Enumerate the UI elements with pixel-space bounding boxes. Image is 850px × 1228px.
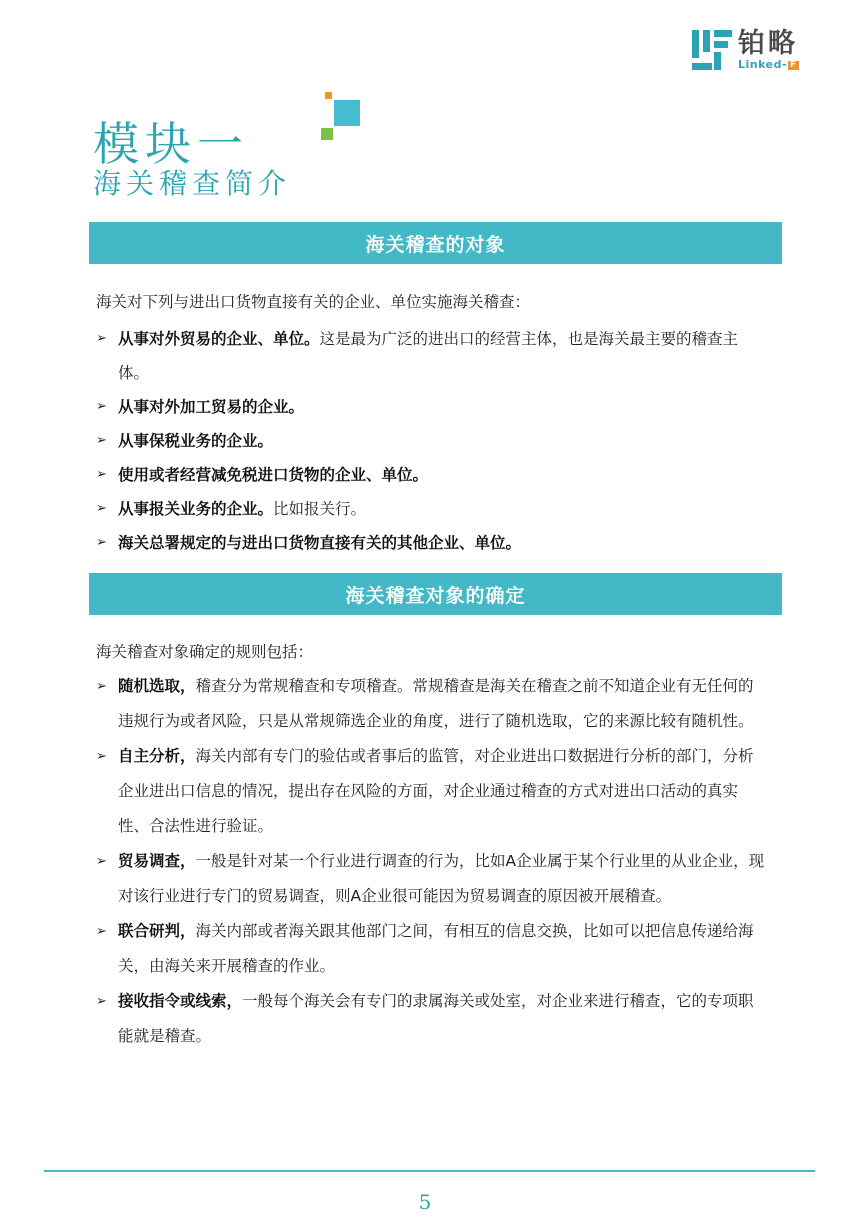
arrow-bullet-icon: ➢	[96, 535, 107, 550]
logo-chinese-name: 铂略	[738, 28, 798, 59]
arrow-bullet-icon: ➢	[96, 501, 107, 516]
module-subtitle: 海关稽查简介	[93, 167, 292, 200]
arrow-bullet-icon: ➢	[96, 924, 107, 939]
footer-divider	[44, 1170, 815, 1172]
arrow-bullet-icon: ➢	[96, 854, 107, 869]
list-item	[96, 914, 768, 984]
arrow-bullet-icon: ➢	[96, 399, 107, 414]
list-item	[96, 526, 768, 560]
list-item-text: 这是最为广泛的进出口的经营主体，也是海关最主要的稽查主体。	[118, 330, 739, 382]
list-item-heading: 从事对外贸易的企业、单位。	[118, 330, 320, 348]
list-item-heading: 自主分析，	[118, 747, 196, 765]
list-item	[96, 390, 768, 424]
decor-square-green	[321, 128, 333, 140]
list-item	[96, 424, 768, 458]
arrow-bullet-icon: ➢	[96, 467, 107, 482]
logo-english-box: F	[790, 59, 797, 70]
list-item-text: 比如报关行。	[273, 500, 367, 518]
section2-list	[96, 669, 768, 1054]
list-item	[96, 492, 768, 526]
section-header-audit-targets: 海关稽查的对象	[89, 222, 782, 264]
list-item-heading: 从事保税业务的企业。	[118, 432, 274, 450]
list-item-heading: 随机选取，	[118, 677, 196, 695]
decor-square-teal	[334, 100, 360, 126]
section1-intro: 海关对下列与进出口货物直接有关的企业、单位实施海关稽查：	[96, 293, 531, 311]
list-item-heading: 从事报关业务的企业。	[118, 500, 274, 518]
list-item	[96, 984, 768, 1054]
section-header-target-determination: 海关稽查对象的确定	[89, 573, 782, 615]
list-item-heading: 从事对外加工贸易的企业。	[118, 398, 305, 416]
list-item	[96, 739, 768, 844]
list-item-heading: 海关总署规定的与进出口货物直接有关的其他企业、单位。	[118, 534, 522, 552]
list-item-heading: 使用或者经营减免税进口货物的企业、单位。	[118, 466, 429, 484]
arrow-bullet-icon: ➢	[96, 433, 107, 448]
module-title: 模块一	[93, 117, 249, 171]
section1-list	[96, 322, 768, 560]
list-item-heading: 接收指令或线索，	[118, 992, 243, 1010]
logo-mark-icon	[692, 30, 732, 70]
logo-english-name: Linked- F	[738, 58, 797, 71]
list-item-text: 一般每个海关会有专门的隶属海关或处室，对企业来进行稽查，它的专项职能就是稽查。	[118, 992, 754, 1045]
list-item	[96, 844, 768, 914]
arrow-bullet-icon: ➢	[96, 331, 107, 346]
decor-square-orange	[325, 92, 332, 99]
page-number: 5	[418, 1190, 432, 1214]
list-item	[96, 322, 768, 390]
arrow-bullet-icon: ➢	[96, 679, 107, 694]
arrow-bullet-icon: ➢	[96, 994, 107, 1009]
list-item	[96, 458, 768, 492]
brand-logo	[692, 30, 799, 70]
arrow-bullet-icon: ➢	[96, 749, 107, 764]
list-item	[96, 669, 768, 739]
list-item-text: 稽查分为常规稽查和专项稽查。常规稽查是海关在稽查之前不知道企业有无任何的违规行为或者风险，只是从常规筛选企业的角度，进行了随机选取，它的来源比较有随机性。	[118, 677, 754, 730]
list-item-text: 一般是针对某一个行业进行调查的行为，比如A企业属于某个行业里的从业企业，现对该行业进行专门的贸易调查，则A企业很可能因为贸易调查的原因被开展稽查。	[118, 852, 765, 905]
list-item-text: 海关内部有专门的验估或者事后的监管，对企业进出口数据进行分析的部门，分析企业进出口信息的情况，提出存在风险的方面，对企业通过稽查的方式对进出口活动的真实性、合法性进行验证。	[118, 747, 754, 835]
section2-intro: 海关稽查对象确定的规则包括：	[96, 643, 314, 661]
list-item-heading: 联合研判，	[118, 922, 196, 940]
list-item-text: 海关内部或者海关跟其他部门之间，有相互的信息交换，比如可以把信息传递给海关，由海关来开展稽查的作业。	[118, 922, 754, 975]
list-item-heading: 贸易调查，	[118, 852, 196, 870]
